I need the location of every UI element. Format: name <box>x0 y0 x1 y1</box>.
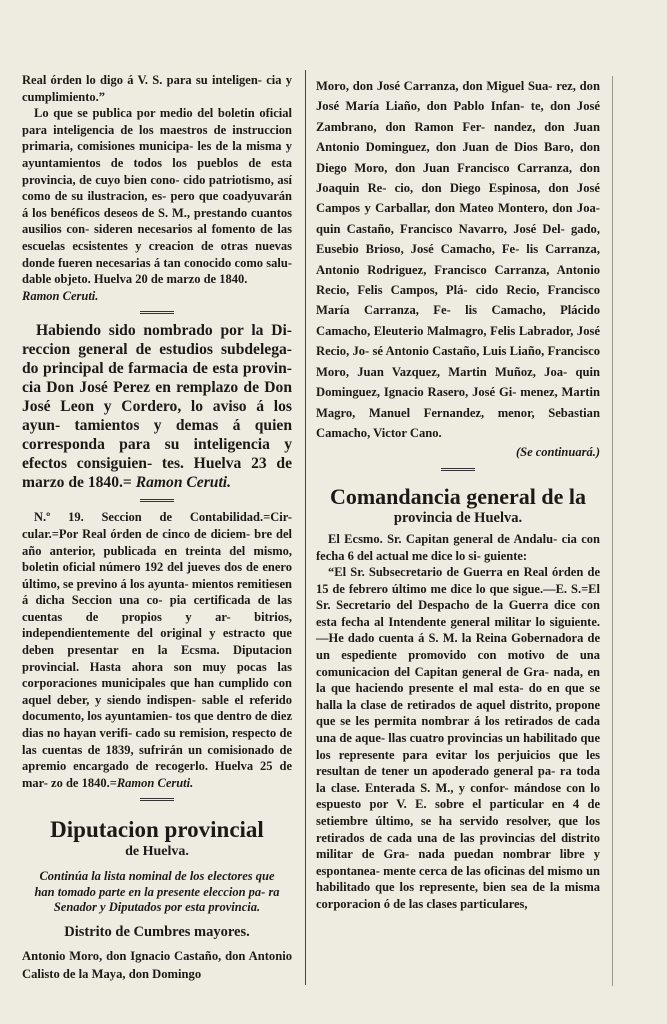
signature-1: Ramon Ceruti. <box>22 288 99 303</box>
section-title-diputacion: Diputacion provincial <box>50 817 264 843</box>
paragraph-accounting-circular: N.º 19. Seccion de Contabilidad.=Cir- cular.=Por Real órden de cinco de diciem- bre del año anterior, publicada en treinta del mismo, boletin oficial número 192 del jueves dos de enero último, se previno á los ayunta- mientos remitiesen á dicha Seccion una co- pia certificada de las cuentas de propios y ar- bitrios, independientemente del original y estracto que deben presentar en la Ecsma. Diputacion provincial. Hasta ahora son muy pocas las corporaciones municipales que han cumplido con aquel deber, y siendo indispen- sable el referido documento, los ayuntamien- tos que dentro de diez dias no hayan verifi- cado su remision, respecto de las cuentas de 1839, sufrirán un comisionado de apremio encargado de recogerlo. Huelva 25 de mar- zo de 1840.=Ramon Ceruti. <box>22 510 292 790</box>
right-column <box>316 76 600 913</box>
page-edge-line <box>612 76 613 986</box>
section-subtitle-provincia: provincia de Huelva. <box>393 509 523 526</box>
section-separator <box>140 311 174 314</box>
section-separator <box>441 468 475 471</box>
left-column <box>22 72 292 983</box>
district-heading: Distrito de Cumbres mayores. <box>64 923 250 940</box>
section-title-comandancia: Comandancia general de la <box>329 483 587 509</box>
electors-list-start: Antonio Moro, don Ignacio Castaño, don Antonio Calisto de la Maya, don Domingo <box>22 948 292 981</box>
paragraph-captain-general: El Ecsmo. Sr. Capitan general de Andalu- cia con fecha 6 del actual me dice lo si- guiente: <box>316 531 600 563</box>
signature-2: Ramon Ceruti. <box>135 474 232 492</box>
paragraph-pharmacy-appointment: Habiendo sido nombrado por la Di- reccion general de estudios subdelega- do principal de farmacia de esta provin- cia Don José Perez en remplazo de Don José Leon y Cordero, lo aviso á los ayun- tamientos y demas á quien corresponda para su inteligencia y efectos consiguien- tes. Huelva 23 de marzo de 1840.= Ramon Ceruti. <box>22 322 292 492</box>
section-separator <box>140 798 174 801</box>
electors-list-continued: Moro, don José Carranza, don Miguel Sua- rez, don José María Liaño, don Pablo Infan- te, don José Zambrano, don Ramon Fer- nandez, don Juan Antonio Dominguez, don Juan de Dios Baro, don Diego Moro, don Juan Francisco Carranza, don Joaquin Re- cio, don Diego Espinosa, don José Campos y Carballar, don Mateo Montero, don Joa- quin Castaño, Francisco Navarro, José Del- gado, Eusebio Brioso, José Camacho, Fe- lis Carranza, Antonio Rodriguez, Francisco Carranza, Antonio Recio, Felis Campos, Plá- cido Recio, Francisco María Carranza, Fe- lis Camacho, Plácido Camacho, Eleuterio Malmagro, Felis Labrador, José Recio, Jo- sé Antonio Castaño, Luis Liaño, Francisco Moro, Juan Vazquez, Martin Muñoz, Joa- quin Dominguez, Ignacio Rasero, José Gi- menez, Martin Magro, Manuel Fernandez, menor, Sebastian Camacho, Victor Cano. <box>316 79 600 440</box>
to-be-continued: (Se continuará.) <box>515 445 600 460</box>
column-divider <box>305 70 306 985</box>
paragraph-royal-order-end: Real órden lo digo á V. S. para su inteligen- cia y cumplimiento.” <box>22 73 292 104</box>
section-separator <box>140 499 174 502</box>
section-subtitle-huelva: de Huelva. <box>125 844 189 860</box>
paragraph-publication: Lo que se publica por medio del boletin oficial para inteligencia de los maestros de instruccion primaria, comisiones municipa- les de la misma y ayuntamientos de todos los pueblos de esta provincia, de cuyo bien cono- cido patriotismo, así como de su ilustracion, es- pero que coadyuvarán á los benéficos deseos de S. M., prestando cuantos ausilios con- sideren necesarios al fomento de las escuelas ecsistentes y creacion de otras nuevas donde fueren necesarias á tan conocido como salu- dable objeto. Huelva 20 de marzo de 1840. <box>22 106 292 287</box>
paragraph-war-ministry: “El Sr. Subsecretario de Guerra en Real órden de 15 de febrero último me dice lo que sigue.—E. S.=El Sr. Secretario del Despacho de la Guerra dice con esta fecha al Intendente general militar lo siguiente.—He dado cuenta á S. M. la Reina Gobernadora de un espediente promovido con motivo de una comunicacion del Capitan general de Gra- nada, en la que haciendo presente el mal esta- do en que se halla la clase de retirados de aquel distrito, propone que se les permita nombrar á los retirados de cada una de aque- llas cuatro provincias un habilitado que los represente para evitar los perjuicios que les resultan de tener un apoderado general pa- ra toda la clase. Enterada S. M., y confor- mándose con lo espuesto por V. E. sobre el particular en 4 de setiembre último, se ha servido resolver, que los retirados de cada una de las provincias del distrito militar de Gra- nada puedan nombrar libre y espontanea- mente cerca de las oficinas del mismo un habilitado que los represente, bien sea de la misma corporacion ó de las clases particulares, <box>316 565 600 911</box>
electors-note: Continúa la lista nominal de los electores que han tomado parte en la presente eleccion pa- ra Senador y Diputados por esta provincia. <box>34 869 280 915</box>
signature-3: Ramon Ceruti. <box>116 775 194 790</box>
